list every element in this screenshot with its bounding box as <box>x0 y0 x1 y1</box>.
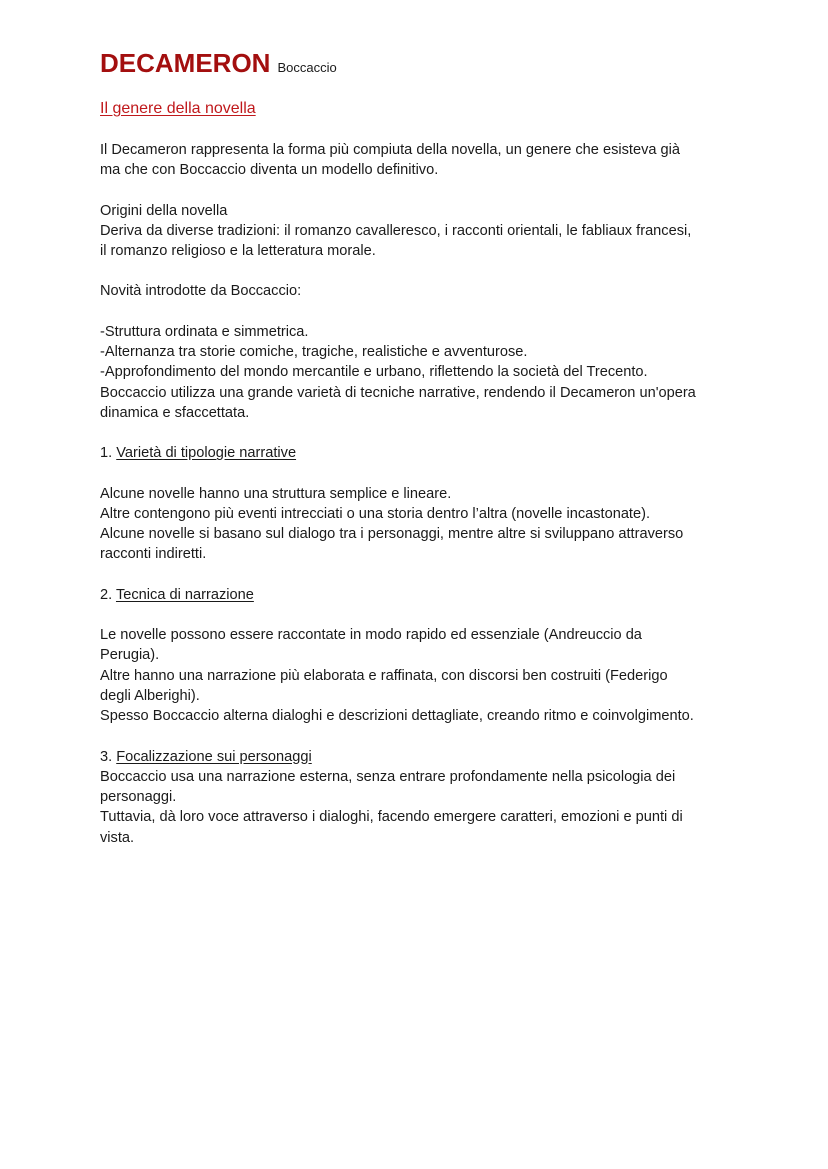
origini-label: Origini della novella <box>100 202 228 219</box>
text-line: Altre hanno una narrazione più elaborata e raffinata, con discorsi ben costruiti (Federigo <box>100 667 668 684</box>
text-line: Tuttavia, dà loro voce attraverso i dialoghi, facendo emergere caratteri, emozioni e punti di <box>100 809 683 826</box>
text-line: Deriva da diverse tradizioni: il romanzo cavalleresco, i racconti orientali, le fabliaux francesi, <box>100 222 692 239</box>
text-line: Alcune novelle hanno una struttura semplice e lineare. <box>100 485 452 502</box>
section-1-body <box>100 484 740 565</box>
section-number: 2. <box>100 586 116 603</box>
text-line: Boccaccio usa una narrazione esterna, senza entrare profondamente nella psicologia dei <box>100 768 676 785</box>
text-line: Altre contengono più eventi intrecciati o una storia dentro l’altra (novelle incastonate). <box>100 505 651 522</box>
section-number: 1. <box>100 445 117 462</box>
document-author: Boccaccio <box>277 60 337 75</box>
list-item: -Alternanza tra storie comiche, tragiche, realistiche e avventurose. <box>100 344 528 361</box>
text-line: Il Decameron rappresenta la forma più compiuta della novella, un genere che esisteva già <box>100 142 681 158</box>
novita-list <box>100 322 740 423</box>
text-line: degli Alberighi). <box>100 687 200 704</box>
origini-paragraph <box>100 201 740 262</box>
text-line: racconti indiretti. <box>100 546 207 563</box>
text-line: ma che con Boccaccio diventa un modello definitivo. <box>100 162 439 179</box>
section-title: Focalizzazione sui personaggi <box>116 748 312 765</box>
text-line: Spesso Boccaccio alterna dialoghi e descrizioni dettagliate, creando ritmo e coinvolgimento. <box>100 708 694 725</box>
text-line: Boccaccio utilizza una grande varietà di tecniche narrative, rendendo il Decameron un'opera <box>100 384 696 401</box>
section-heading: Il genere della novella <box>100 100 256 117</box>
text-line: vista. <box>100 829 135 846</box>
novita-label: Novità introdotte da Boccaccio: <box>100 283 302 300</box>
text-line: Le novelle possono essere raccontate in modo rapido ed essenziale (Andreuccio da <box>100 627 642 644</box>
document-title: DECAMERON <box>100 48 271 78</box>
section-title: Varietà di tipologie narrative <box>116 445 297 462</box>
title-row <box>100 48 740 82</box>
document-page <box>100 48 740 848</box>
text-line: dinamica e sfaccettata. <box>100 404 250 421</box>
section-title: Tecnica di narrazione <box>115 586 254 603</box>
section-number: 3. <box>100 748 117 765</box>
list-item: -Approfondimento del mondo mercantile e urbano, riflettendo la società del Trecento. <box>100 364 648 381</box>
intro-paragraph <box>100 140 740 181</box>
list-item: -Struttura ordinata e simmetrica. <box>100 323 309 340</box>
section-2-heading <box>100 585 740 605</box>
section-1-heading <box>100 443 740 463</box>
novita-label-block <box>100 281 740 301</box>
text-line: Alcune novelle si basano sul dialogo tra i personaggi, mentre altre si sviluppano attraverso <box>100 526 684 543</box>
text-line: il romanzo religioso e la letteratura morale. <box>100 243 376 260</box>
section-2-body <box>100 625 740 726</box>
text-line: Perugia). <box>100 647 160 664</box>
section-3 <box>100 747 740 848</box>
text-line: personaggi. <box>100 789 177 806</box>
